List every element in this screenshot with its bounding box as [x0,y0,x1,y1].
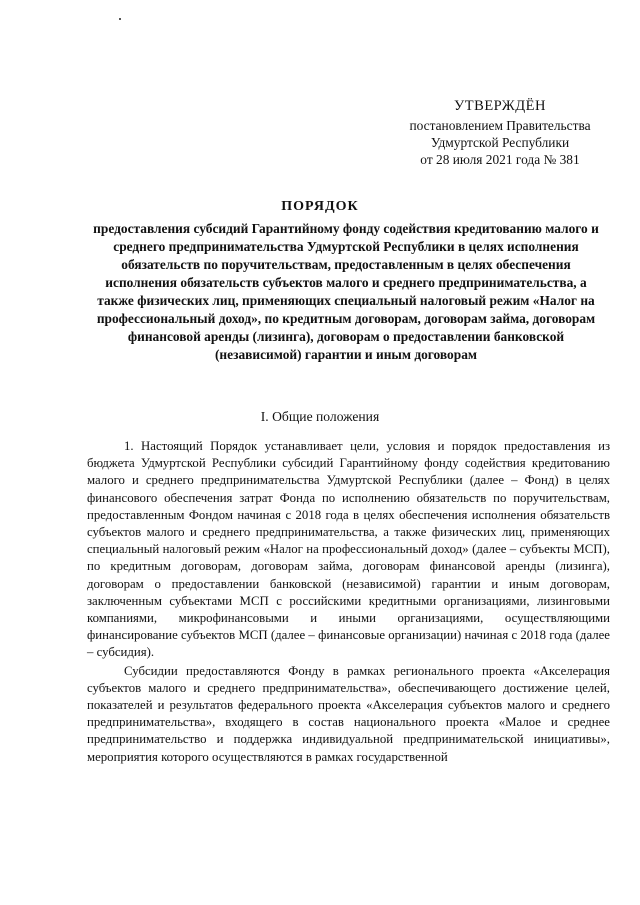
document-subtitle: предоставления субсидий Гарантийному фонду содействия кредитованию малого и среднего предпринимательства Удмуртской Республики в целях исполнения обязательств по поручительствам, предоставленным в целях обеспечения исполнения обязательств субъектов малого и среднего предпринимательства, а также физических лиц, применяющих специальный налоговый режим «Налог на профессиональный доход», по кредитным договорам, договорам займа, договорам финансовой аренды (лизинга), договорам о предоставлении банковской (независимой) гарантии и иным договорам [93,221,599,362]
section-heading: I. Общие положения [260,409,380,424]
approval-line: Удмуртской Республики [430,135,570,150]
document-title: ПОРЯДОК [281,199,359,214]
approval-line: постановлением Правительства [409,118,591,133]
approval-heading: УТВЕРЖДЁН [454,98,546,114]
scan-speck [119,18,121,20]
approval-date: от 28 июля 2021 года № 381 [420,152,580,167]
approval-stamp [380,98,620,168]
document-body [87,438,610,767]
paragraph: Субсидии предоставляются Фонду в рамках регионального проекта «Акселерация субъектов малого и среднего предпринимательства», обеспечивающего достижение целей, показателей и результатов федерального проекта «Акселерация субъектов малого и среднего предпринимательства», входящего в состав национального проекта «Малое и среднее предпринимательство и поддержка индивидуальной предпринимательской инициативы», мероприятия которого осуществляются в рамках государственной [87,663,610,764]
paragraph: 1. Настоящий Порядок устанавливает цели, условия и порядок предоставления из бюджета Удмуртской Республики субсидий Гарантийному фонду содействия кредитованию малого и среднего предпринимательства Удмуртской Республики (далее – Фонд) в целях финансового обеспечения затрат Фонда по исполнению обязательств по поручительствам, предоставленным Фондом начиная с 2018 года в целях обеспечения исполнения обязательств субъектов малого и среднего предпринимательства, а также физических лиц, применяющих специальный налоговый режим «Налог на профессиональный доход» (далее – субъекты МСП), по кредитным договорам, договорам займа, договорам финансовой аренды (лизинга), договорам о предоставлении банковской (независимой) гарантии и иным договорам, заключенным субъектами МСП с российскими кредитными организациями, лизинговыми компаниями, микрофинансовыми и иными организациями, осуществляющими финансирование субъектов МСП (далее – финансовые организации) начиная с 2018 года (далее – субсидия). [87,439,610,660]
